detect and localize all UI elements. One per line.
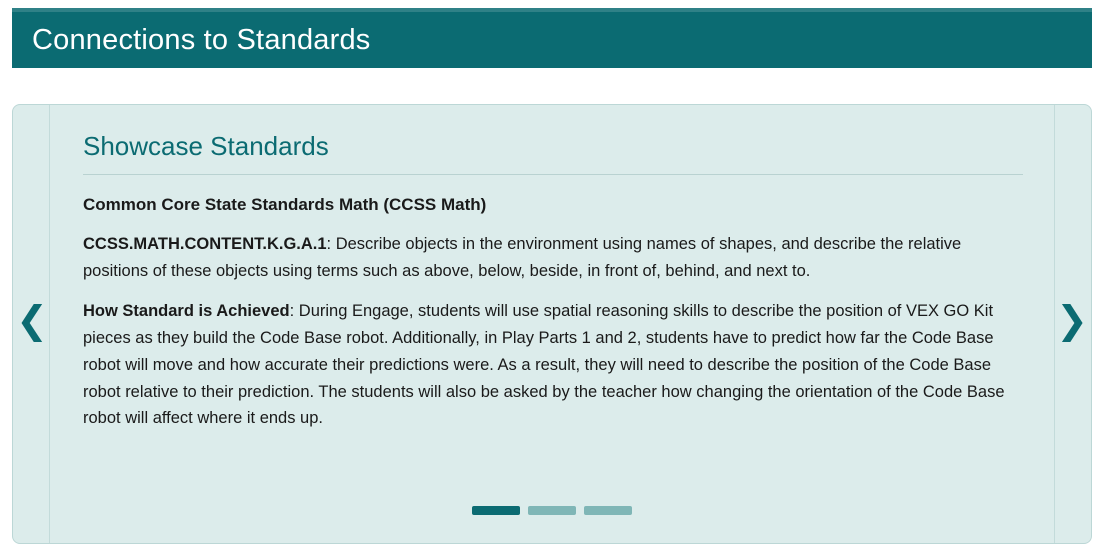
standard-code: CCSS.MATH.CONTENT.K.G.A.1 xyxy=(83,234,327,253)
chevron-right-icon[interactable]: ❯ xyxy=(1056,298,1088,342)
page-title: Connections to Standards xyxy=(32,23,371,56)
standard-description xyxy=(83,231,1023,284)
carousel-pagination xyxy=(13,506,1091,515)
carousel-slide xyxy=(83,131,1023,432)
chevron-left-icon[interactable]: ❮ xyxy=(16,298,48,342)
standard-set-subheading: Common Core State Standards Math (CCSS Math) xyxy=(83,195,487,215)
standard-achieved-label: How Standard is Achieved xyxy=(83,302,290,321)
page-header xyxy=(12,12,1092,68)
standard-achieved xyxy=(83,298,1023,432)
standards-carousel xyxy=(12,104,1092,544)
carousel-dot-2[interactable] xyxy=(528,506,576,515)
slide-divider-left xyxy=(49,105,50,543)
standard-achieved-text: : During Engage, students will use spatial reasoning skills to describe the position of VEX GO Kit pieces as they build the Code Base robot. Additionally, in Play Parts 1 and 2, students have to predict how far the Code Base robot will move and how accurate their predictions were. As a result, they will need to describe the position of the Code Base robot relative to their prediction. The students will also be asked by the teacher how changing the orientation of the Code Base robot will affect where it ends up. xyxy=(83,302,1005,428)
carousel-dot-3[interactable] xyxy=(584,506,632,515)
carousel-dot-1[interactable] xyxy=(472,506,520,515)
slide-heading: Showcase Standards xyxy=(83,131,1023,175)
standard-description-text: : Describe objects in the environment using names of shapes, and describe the relative positions of these objects using terms such as above, below, beside, in front of, behind, and next to. xyxy=(83,234,962,280)
